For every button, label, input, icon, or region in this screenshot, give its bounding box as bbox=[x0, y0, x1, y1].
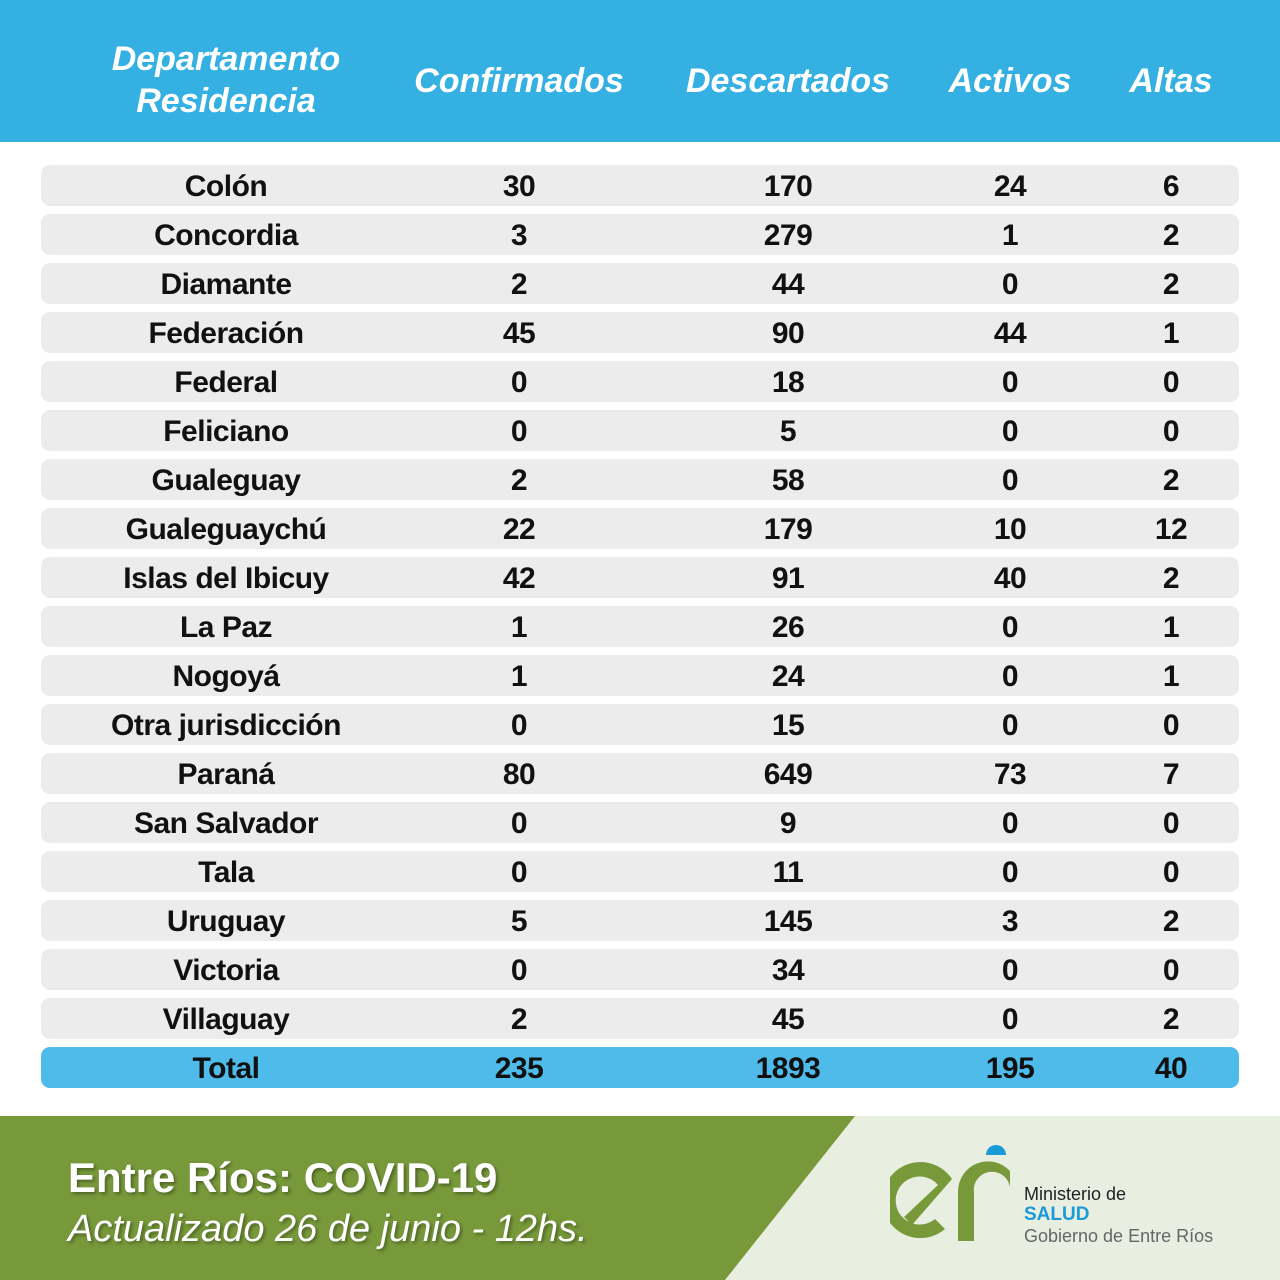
cell-descartados: 9 bbox=[779, 807, 797, 840]
logo-line-gobierno: Gobierno de Entre Ríos bbox=[1024, 1226, 1214, 1246]
table-row bbox=[41, 802, 1239, 843]
cell-departamento: Feliciano bbox=[163, 415, 289, 448]
column-header-descartados: Descartados bbox=[685, 62, 891, 100]
cell-activos: 3 bbox=[1001, 905, 1019, 938]
cell-altas: 0 bbox=[1162, 856, 1180, 889]
table-row bbox=[41, 557, 1239, 598]
cell-descartados: 44 bbox=[771, 268, 805, 301]
cell-confirmados: 2 bbox=[510, 1003, 528, 1036]
cell-confirmados: 45 bbox=[502, 317, 536, 350]
cell-departamento: Gualeguaychú bbox=[125, 513, 327, 546]
cell-descartados: 45 bbox=[771, 1003, 805, 1036]
cell-confirmados: 0 bbox=[510, 807, 528, 840]
cell-departamento: Concordia bbox=[154, 219, 298, 252]
cell-activos: 1 bbox=[1001, 219, 1019, 252]
cell-activos: 0 bbox=[1001, 807, 1019, 840]
cell-confirmados: 1 bbox=[510, 611, 528, 644]
cell-confirmados: 1 bbox=[510, 660, 528, 693]
cell-altas: 0 bbox=[1162, 954, 1180, 987]
table-row bbox=[41, 949, 1239, 990]
cell-altas: 7 bbox=[1162, 758, 1180, 791]
table-row bbox=[41, 410, 1239, 451]
cell-departamento: Tala bbox=[198, 856, 254, 889]
total-row bbox=[41, 1047, 1239, 1088]
column-header-departamento bbox=[112, 38, 341, 122]
cell-descartados: 26 bbox=[771, 611, 805, 644]
cell-confirmados: 5 bbox=[510, 905, 528, 938]
cell-confirmados: 235 bbox=[494, 1052, 544, 1085]
footer-title: Entre Ríos: COVID-19 bbox=[68, 1154, 498, 1201]
cell-activos: 195 bbox=[985, 1052, 1035, 1085]
cell-activos: 0 bbox=[1001, 709, 1019, 742]
cell-altas: 0 bbox=[1162, 415, 1180, 448]
cell-altas: 2 bbox=[1162, 562, 1180, 595]
table-header bbox=[0, 0, 1280, 142]
table-row bbox=[41, 214, 1239, 255]
cell-activos: 0 bbox=[1001, 464, 1019, 497]
table-row bbox=[41, 655, 1239, 696]
cell-departamento: Colón bbox=[184, 170, 268, 203]
cell-activos: 0 bbox=[1001, 856, 1019, 889]
cell-descartados: 58 bbox=[771, 464, 805, 497]
cell-activos: 73 bbox=[993, 758, 1027, 791]
cell-confirmados: 30 bbox=[502, 170, 536, 203]
cell-altas: 2 bbox=[1162, 219, 1180, 252]
cell-confirmados: 0 bbox=[510, 856, 528, 889]
table-row bbox=[41, 508, 1239, 549]
cell-departamento: Islas del Ibicuy bbox=[123, 562, 329, 595]
logo-line-salud: SALUD bbox=[1024, 1204, 1090, 1225]
table-row bbox=[41, 165, 1239, 206]
table-body bbox=[41, 165, 1239, 1096]
footer-subtitle: Actualizado 26 de junio - 12hs. bbox=[68, 1208, 588, 1250]
cell-departamento: Total bbox=[192, 1052, 260, 1085]
cell-confirmados: 0 bbox=[510, 415, 528, 448]
cell-altas: 2 bbox=[1162, 268, 1180, 301]
cell-confirmados: 0 bbox=[510, 366, 528, 399]
table-row bbox=[41, 361, 1239, 402]
cell-descartados: 18 bbox=[771, 366, 805, 399]
cell-descartados: 5 bbox=[779, 415, 797, 448]
cell-descartados: 34 bbox=[771, 954, 805, 987]
cell-departamento: Otra jurisdicción bbox=[111, 709, 341, 742]
cell-descartados: 1893 bbox=[755, 1052, 821, 1085]
cell-descartados: 91 bbox=[771, 562, 805, 595]
cell-departamento: Federación bbox=[148, 317, 304, 350]
cell-confirmados: 42 bbox=[502, 562, 536, 595]
cell-descartados: 279 bbox=[763, 219, 813, 252]
column-header-altas: Altas bbox=[1129, 62, 1213, 100]
cell-departamento: Uruguay bbox=[166, 905, 286, 938]
cell-altas: 2 bbox=[1162, 1003, 1180, 1036]
cell-altas: 2 bbox=[1162, 464, 1180, 497]
cell-departamento: Federal bbox=[174, 366, 278, 399]
table-row bbox=[41, 459, 1239, 500]
column-header-activos: Activos bbox=[948, 62, 1072, 100]
cell-activos: 0 bbox=[1001, 268, 1019, 301]
er-logo-icon bbox=[890, 1141, 1020, 1246]
cell-activos: 0 bbox=[1001, 954, 1019, 987]
cell-departamento: Paraná bbox=[177, 758, 275, 791]
cell-confirmados: 2 bbox=[510, 268, 528, 301]
cell-confirmados: 0 bbox=[510, 954, 528, 987]
cell-activos: 0 bbox=[1001, 660, 1019, 693]
cell-confirmados: 80 bbox=[502, 758, 536, 791]
cell-altas: 1 bbox=[1162, 611, 1180, 644]
cell-departamento: Diamante bbox=[160, 268, 292, 301]
cell-altas: 12 bbox=[1154, 513, 1188, 546]
cell-activos: 44 bbox=[993, 317, 1027, 350]
table-row bbox=[41, 851, 1239, 892]
cell-departamento: Nogoyá bbox=[172, 660, 280, 693]
cell-descartados: 11 bbox=[772, 856, 804, 889]
cell-activos: 10 bbox=[993, 513, 1027, 546]
cell-descartados: 649 bbox=[763, 758, 813, 791]
column-header-confirmados: Confirmados bbox=[414, 62, 624, 100]
table-row bbox=[41, 606, 1239, 647]
cell-altas: 1 bbox=[1162, 660, 1180, 693]
table-row bbox=[41, 998, 1239, 1039]
cell-departamento: Victoria bbox=[173, 954, 279, 987]
table-row bbox=[41, 312, 1239, 353]
cell-activos: 0 bbox=[1001, 611, 1019, 644]
cell-departamento: La Paz bbox=[179, 611, 273, 644]
table-row bbox=[41, 900, 1239, 941]
cell-descartados: 145 bbox=[763, 905, 813, 938]
cell-altas: 0 bbox=[1162, 366, 1180, 399]
cell-altas: 0 bbox=[1162, 807, 1180, 840]
cell-altas: 40 bbox=[1154, 1052, 1188, 1085]
cell-descartados: 90 bbox=[771, 317, 805, 350]
cell-altas: 2 bbox=[1162, 905, 1180, 938]
cell-confirmados: 3 bbox=[510, 219, 528, 252]
cell-activos: 0 bbox=[1001, 415, 1019, 448]
header-line: Departamento bbox=[111, 40, 341, 78]
header-line: Residencia bbox=[136, 82, 316, 120]
cell-altas: 0 bbox=[1162, 709, 1180, 742]
cell-descartados: 179 bbox=[763, 513, 813, 546]
cell-altas: 1 bbox=[1162, 317, 1180, 350]
table-row bbox=[41, 263, 1239, 304]
cell-confirmados: 22 bbox=[502, 513, 536, 546]
cell-descartados: 24 bbox=[771, 660, 805, 693]
logo-line-ministerio: Ministerio de bbox=[1024, 1184, 1127, 1204]
cell-activos: 40 bbox=[993, 562, 1027, 595]
cell-activos: 0 bbox=[1001, 366, 1019, 399]
cell-departamento: San Salvador bbox=[133, 807, 319, 840]
cell-departamento: Villaguay bbox=[162, 1003, 290, 1036]
cell-departamento: Gualeguay bbox=[151, 464, 301, 497]
cell-confirmados: 0 bbox=[510, 709, 528, 742]
table-row bbox=[41, 753, 1239, 794]
cell-descartados: 15 bbox=[771, 709, 805, 742]
cell-descartados: 170 bbox=[763, 170, 813, 203]
cell-activos: 24 bbox=[993, 170, 1027, 203]
table-row bbox=[41, 704, 1239, 745]
cell-activos: 0 bbox=[1001, 1003, 1019, 1036]
cell-confirmados: 2 bbox=[510, 464, 528, 497]
cell-altas: 6 bbox=[1162, 170, 1180, 203]
footer bbox=[0, 1116, 1280, 1280]
